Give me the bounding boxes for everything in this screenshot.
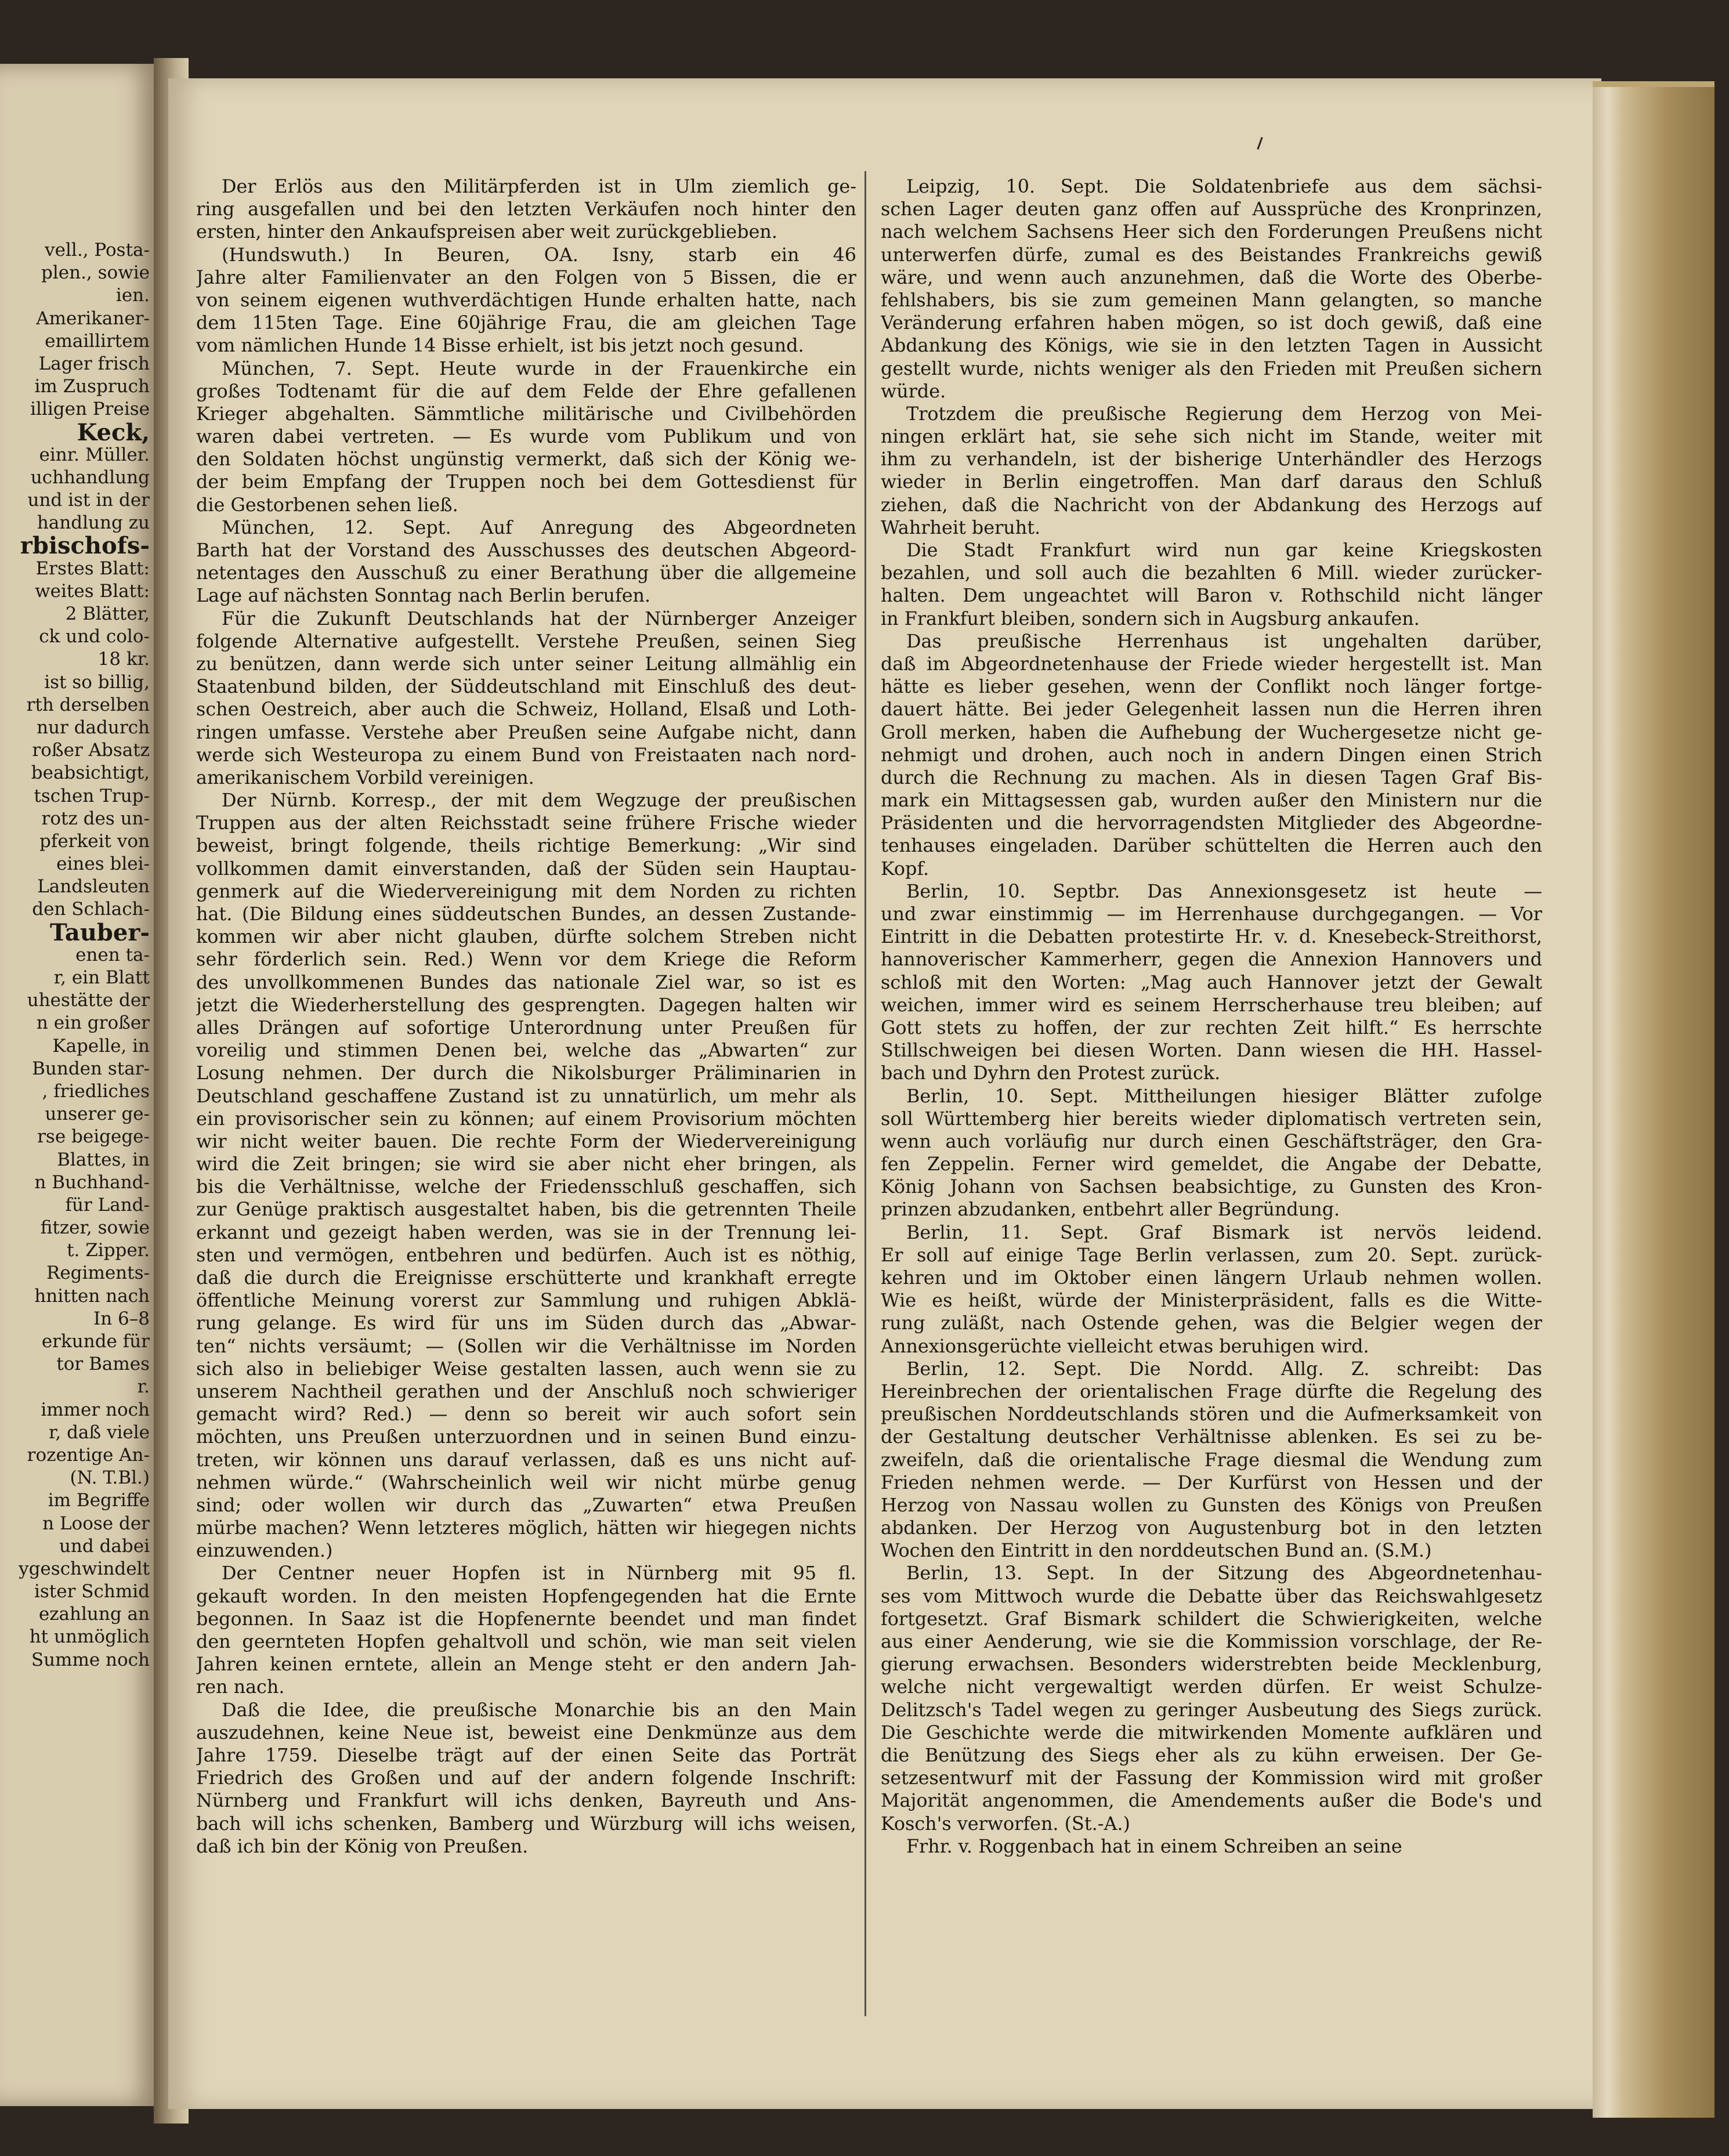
- left-page-line: unserer ge-: [45, 1104, 150, 1125]
- article-line: ihm zu verhandeln, ist der bisherige Unterhändler des Herzogs: [881, 448, 1542, 471]
- article-line: mürbe machen? Wenn letzteres möglich, hätten wir hiegegen nichts: [196, 1517, 856, 1539]
- left-page-line: Summe noch: [31, 1649, 150, 1670]
- article-line: rung gelange. Es wird für uns im Süden durch das „Abwar-: [196, 1312, 856, 1334]
- article-line: treten, wir können uns darauf verlassen, daß es uns nicht auf-: [196, 1449, 856, 1471]
- article-line: Leipzig, 10. Sept. Die Soldatenbriefe aus dem sächsi-: [906, 176, 1542, 197]
- column-divider: [864, 171, 866, 2016]
- left-page-line: plen., sowie: [41, 262, 150, 284]
- article-line: Trotzdem die preußische Regierung dem Herzog von Mei-: [906, 403, 1542, 425]
- article-line: Er soll auf einige Tage Berlin verlassen, zum 20. Sept. zurück-: [881, 1244, 1542, 1266]
- article-line: kehren und im Oktober einen längern Urlaub nehmen wollen.: [881, 1267, 1542, 1289]
- article-line: Jahre alter Familienvater an den Folgen von 5 Bissen, die er: [196, 266, 856, 288]
- article-line: Berlin, 13. Sept. In der Sitzung des Abgeordnetenhau-: [906, 1562, 1542, 1585]
- article-line: einzuwenden.): [196, 1540, 333, 1562]
- article-line: daß ich bin der König von Preußen.: [196, 1835, 529, 1857]
- left-page-line: rse beigege-: [37, 1126, 150, 1148]
- article-line: auszudehnen, keine Neue ist, beweist eine Denkmünze aus dem: [196, 1721, 856, 1743]
- article-line: ren nach.: [196, 1676, 285, 1698]
- article-line: bach will ichs schenken, Bamberg und Würzburg will ichs weisen,: [196, 1813, 856, 1835]
- left-page-line: r, ein Blatt: [53, 967, 150, 988]
- article-line: beweist, bringt folgende, theils richtige Bemerkung: „Wir sind: [196, 835, 856, 857]
- article-line: soll Württemberg hier bereits wieder diplomatisch vertreten sein,: [881, 1108, 1542, 1130]
- article-line: Daß die Idee, die preußische Monarchie bis an den Main: [222, 1699, 856, 1721]
- article-line: die Benützung des Siegs eher als zu kühn erweisen. Der Ge-: [881, 1744, 1542, 1766]
- article-line: nehmen würde.“ (Wahrscheinlich weil wir nicht mürbe genug: [196, 1471, 856, 1493]
- left-page-line: r, daß viele: [48, 1421, 150, 1443]
- article-line: Lage auf nächsten Sonntag nach Berlin berufen.: [196, 585, 651, 607]
- left-page-line: ht unmöglich: [29, 1626, 150, 1648]
- left-page-line: tschen Trup-: [34, 785, 150, 806]
- article-line: rung zuläßt, nach Ostende gehen, was die Belgier wegen der: [881, 1312, 1542, 1334]
- left-page-line: Amerikaner-: [36, 308, 150, 329]
- article-line: Truppen aus der alten Reichsstadt seine frühere Frische wieder: [196, 812, 856, 834]
- left-page-line: n ein großer: [36, 1012, 150, 1034]
- article-line: fen Zeppelin. Ferner wird gemeldet, die Angabe der Debatte,: [881, 1153, 1542, 1175]
- article-line: Berlin, 12. Sept. Die Nordd. Allg. Z. schreibt: Das: [906, 1358, 1542, 1380]
- left-page-line: emaillirtem: [45, 330, 150, 352]
- article-line: schloß mit den Worten: „Mag auch Hannover jetzt der Gewalt: [881, 971, 1542, 993]
- article-line: zur Genüge praktisch ausgestaltet haben, bis die getrennten Theile: [196, 1199, 856, 1221]
- article-line: ein provisorischer sein zu können; auf einem Provisorium möchten: [196, 1108, 856, 1130]
- article-line: bezahlen, und soll auch die bezahlten 6 Mill. wieder zurücker-: [881, 562, 1542, 584]
- article-line: gemacht wird? Red.) — denn so bereit wir auch sofort sein: [196, 1403, 856, 1426]
- article-line: von seinem eigenen wuthverdächtigen Hunde erhalten hatte, nach: [196, 289, 856, 311]
- article-line: Wahrheit beruht.: [881, 516, 1041, 538]
- article-line: abdanken. Der Herzog von Augustenburg bot in den letzten: [881, 1517, 1542, 1539]
- article-line: Berlin, 11. Sept. Graf Bismark ist nervös leidend.: [906, 1221, 1542, 1243]
- left-page-line: n Buchhand-: [34, 1171, 150, 1193]
- article-line: folgende Alternative aufgestellt. Verstehe Preußen, seinen Sieg: [196, 630, 856, 652]
- article-line: (Hundswuth.) In Beuren, OA. Isny, starb ein 46: [222, 244, 856, 266]
- left-page-line: weites Blatt:: [35, 580, 150, 602]
- article-line: Gott stets zu hoffen, der zur rechten Zeit hilft.“ Es herrschte: [881, 1016, 1542, 1039]
- article-line: den Soldaten höchst ungünstig vermerkt, daß sich der König we-: [196, 448, 856, 471]
- article-line: der Gestaltung deutscher Verhältnisse ablenken. Es sei zu be-: [881, 1426, 1542, 1448]
- article-line: hätte es lieber gesehen, wenn der Conflikt noch länger fortge-: [881, 676, 1542, 698]
- left-page-line: rotz des un-: [41, 808, 150, 829]
- left-page-line: r.: [137, 1376, 150, 1398]
- article-line: zweifeln, daß die orientalische Frage diesmal die Wendung zum: [881, 1449, 1542, 1471]
- left-page-line: eines blei-: [56, 853, 150, 875]
- article-line: Eintritt in die Debatten protestirte Hr. v. d. Knesebeck-Streithorst,: [881, 926, 1542, 948]
- left-page-line: rbischofs-: [20, 534, 150, 558]
- article-line: schen Oestreich, aber auch die Schweiz, Holland, Elsaß und Loth-: [196, 699, 856, 721]
- article-line: schen Lager deuten ganz offen auf Aussprüche des Kronprinzen,: [881, 198, 1542, 220]
- article-line: wird die Zeit bringen; sie wird sie aber nicht eher bringen, als: [196, 1153, 856, 1175]
- article-line: aus einer Aenderung, wie sie die Kommission vorschlage, der Re-: [881, 1631, 1542, 1652]
- left-page-line: Lager frisch: [38, 353, 150, 374]
- article-line: die Gestorbenen sehen ließ.: [196, 494, 458, 516]
- article-line: amerikanischem Vorbild vereinigen.: [196, 766, 534, 788]
- article-line: wir nicht weiter bauen. Die rechte Form der Wiedervereinigung: [196, 1130, 856, 1152]
- left-page-line: Erstes Blatt:: [35, 558, 150, 579]
- article-line: ring ausgefallen und bei den letzten Verkäufen noch hinter den: [196, 198, 856, 220]
- article-line: erkannt und gezeigt haben werden, was sie in der Trennung lei-: [196, 1221, 856, 1243]
- left-page-line: Landsleuten: [37, 876, 150, 898]
- article-line: bis die Verhältnisse, welche der Friedensschluß geschaffen, sich: [196, 1176, 856, 1198]
- left-page-line: im Zuspruch: [34, 376, 150, 397]
- article-line: gierung erwachsen. Besonders widerstrebten beide Mecklenburg,: [881, 1654, 1542, 1676]
- article-line: sind; oder wollen wir durch das „Zuwarten“ etwa Preußen: [196, 1494, 856, 1516]
- article-line: unserem Nachtheil gerathen und der Anschluß noch schwieriger: [196, 1380, 856, 1402]
- article-line: ringen umfasse. Verstehe aber Preußen seine Aufgabe nicht, dann: [196, 721, 856, 743]
- article-line: wenn auch vorläufig nur durch einen Geschäftsträger, den Gra-: [881, 1130, 1542, 1152]
- left-page-line: t. Zipper.: [67, 1240, 150, 1261]
- article-line: Die Stadt Frankfurt wird nun gar keine Kriegskosten: [906, 540, 1542, 561]
- article-line: ningen erklärt hat, sie sehe sich nicht im Stande, weiter mit: [881, 426, 1542, 448]
- article-line: Barth hat der Vorstand des Ausschusses des deutschen Abgeord-: [196, 540, 856, 561]
- article-line: vom nämlichen Hunde 14 Bisse erhielt, ist bis jetzt noch gesund.: [196, 335, 804, 357]
- article-line: Kosch's verworfen. (St.-A.): [881, 1813, 1130, 1835]
- article-line: der beim Empfang der Truppen noch bei dem Gottesdienst für: [196, 471, 856, 493]
- book-cover-edge: [1593, 81, 1714, 2118]
- article-line: zu benützen, dann werde sich unter seiner Leitung allmählig ein: [196, 653, 856, 675]
- article-line: kommen wir aber nicht glauben, dürfte solchem Streben nicht: [196, 926, 856, 948]
- left-page-line: Keck,: [77, 421, 150, 444]
- article-line: möchten, uns Preußen unterzuordnen und in seinen Bund einzu-: [196, 1426, 856, 1448]
- article-line: öffentliche Meinung vorerst zur Sammlung und ruhigen Abklä-: [196, 1290, 856, 1312]
- article-line: in Frankfurt bleiben, sondern sich in Augsburg ankaufen.: [881, 607, 1420, 630]
- article-line: hat. (Die Bildung eines süddeutschen Bundes, an dessen Zustande-: [196, 903, 856, 925]
- left-page-line: Bunden star-: [32, 1058, 150, 1079]
- article-line: ten“ nichts versäumt; — (Sollen wir die Verhältnisse im Norden: [196, 1335, 856, 1357]
- article-line: voreilig und stimmen Denen bei, welche das „Abwarten“ zur: [196, 1040, 856, 1062]
- article-line: wäre, und wenn auch anzunehmen, daß die Worte des Oberbe-: [881, 266, 1542, 288]
- article-line: alles Drängen auf sofortige Unterordnung unter Preußen für: [196, 1016, 856, 1039]
- article-line: Nürnberg und Frankfurt will ichs denken, Bayreuth und Ans-: [196, 1790, 856, 1812]
- article-line: Der Erlös aus den Militärpferden ist in Ulm ziemlich ge-: [222, 176, 856, 197]
- left-page-line: immer noch: [41, 1399, 150, 1420]
- article-line: Jahren keinen erntete, allein an Menge steht er den andern Jah-: [196, 1654, 856, 1676]
- article-line: Delitzsch's Tadel wegen zu geringer Ausbeutung des Siegs zurück.: [881, 1699, 1542, 1721]
- article-line: sten und vermögen, entbehren und bedürfen. Auch ist es nöthig,: [196, 1244, 856, 1266]
- article-line: Berlin, 10. Sept. Mittheilungen hiesiger Blätter zufolge: [906, 1085, 1542, 1107]
- left-page-line: vell., Posta-: [45, 240, 150, 261]
- left-page-line: ien.: [115, 285, 150, 306]
- article-line: ersten, hinter den Ankaufspreisen aber weit zurückgeblieben.: [196, 221, 777, 243]
- left-page-line: und dabei: [59, 1535, 150, 1557]
- article-line: hannoverischer Kammerherr, gegen die Annexion Hannovers und: [881, 949, 1542, 971]
- left-page-line: und ist in der: [27, 490, 150, 511]
- left-page-line: illigen Preise: [30, 399, 150, 420]
- left-page-line: Kapelle, in: [52, 1035, 150, 1057]
- article-line: und zwar einstimmig — im Herrenhause durchgegangen. — Vor: [881, 903, 1542, 925]
- article-line: den geernteten Hopfen gehaltvoll und schön, wie man seit vielen: [196, 1631, 856, 1652]
- left-page: [0, 64, 160, 2106]
- article-line: Herzog von Nassau wollen zu Gunsten des Königs von Preußen: [881, 1494, 1542, 1516]
- article-line: halten. Dem ungeachtet will Baron v. Rothschild nicht länger: [881, 585, 1542, 607]
- left-page-line: ist so billig,: [44, 671, 150, 693]
- article-line: fortgesetzt. Graf Bismark schildert die Schwierigkeiten, welche: [881, 1608, 1542, 1630]
- left-page-line: den Schlach-: [32, 899, 150, 920]
- article-line: durch die Rechnung zu machen. Als in diesen Tagen Graf Bis-: [881, 766, 1542, 788]
- article-line: nehmigt und drohen, auch noch in andern Dingen einen Strich: [881, 744, 1542, 766]
- left-page-line: uchhandlung: [30, 466, 150, 488]
- left-page-line: ezahlung an: [38, 1604, 150, 1625]
- left-page-line: 18 kr.: [97, 649, 150, 670]
- article-line: genmerk auf die Wiedervereinigung mit dem Norden zu richten: [196, 880, 856, 902]
- article-line: Groll merken, haben die Aufhebung der Wuchergesetze nicht ge-: [881, 721, 1542, 743]
- article-line: mark ein Mittagsessen gab, wurden außer den Ministern nur die: [881, 790, 1542, 812]
- article-line: Hereinbrechen der orientalischen Frage dürfte die Regelung des: [881, 1380, 1542, 1402]
- article-line: Kopf.: [881, 858, 929, 880]
- article-line: gekauft worden. In den meisten Hopfengegenden hat die Ernte: [196, 1585, 856, 1607]
- left-page-line: nur dadurch: [37, 717, 150, 738]
- article-line: ziehen, daß die Nachricht von der Abdankung des Herzogs auf: [881, 494, 1542, 516]
- left-page-line: Blattes, in: [57, 1149, 150, 1170]
- article-line: sich also in beliebiger Weise gestalten lassen, auch wenn sie zu: [196, 1358, 856, 1380]
- article-line: setzesentwurf mit der Fassung der Kommission wird mit großer: [881, 1767, 1542, 1789]
- article-line: dem 115ten Tage. Eine 60jährige Frau, die am gleichen Tage: [196, 312, 856, 334]
- article-line: Stillschweigen bei diesen Worten. Dann wiesen die HH. Hassel-: [881, 1040, 1542, 1062]
- left-page-line: enen ta-: [75, 944, 150, 965]
- article-line: daß die durch die Ereignisse erschütterte und krankhaft erregte: [196, 1267, 856, 1289]
- article-line: jetzt die Wiederherstellung des gesprengten. Dagegen halten wir: [196, 994, 856, 1016]
- article-line: gestellt wurde, nichts weniger als den Frieden mit Preußen sichern: [881, 357, 1542, 379]
- article-line: Für die Zukunft Deutschlands hat der Nürnberger Anzeiger: [222, 607, 856, 630]
- left-page-line: hnitten nach: [34, 1285, 150, 1307]
- left-page-line: erkunde für: [41, 1331, 150, 1352]
- article-line: bach und Dyhrn den Protest zurück.: [881, 1062, 1221, 1084]
- article-line: des unvollkommenen Bundes das nationale Ziel war, so ist es: [196, 971, 856, 993]
- article-line: würde.: [881, 380, 946, 402]
- left-page-line: für Land-: [65, 1194, 150, 1216]
- left-page-line: ygeschwindelt: [19, 1558, 150, 1579]
- left-page-line: im Begriffe: [48, 1490, 150, 1511]
- article-line: König Johann von Sachsen beabsichtige, zu Gunsten des Kron-: [881, 1176, 1542, 1198]
- article-line: wieder in Berlin eingetroffen. Man darf daraus den Schluß: [881, 471, 1542, 493]
- left-page-line: tor Bames: [56, 1354, 150, 1375]
- article-line: Frieden nehmen werde. — Der Kurfürst von Hessen und der: [881, 1471, 1542, 1493]
- article-line: großes Todtenamt für die auf dem Felde der Ehre gefallenen: [196, 380, 856, 402]
- article-line: Der Nürnb. Korresp., der mit dem Wegzuge der preußischen: [222, 790, 856, 812]
- article-line: daß im Abgeordnetenhause der Friede wieder hergestellt ist. Man: [881, 653, 1542, 675]
- article-line: Staatenbund bilden, der Süddeutschland mit Einschluß des deut-: [196, 676, 856, 698]
- left-page-line: Tauber-: [49, 921, 150, 944]
- left-page-line: roßer Absatz: [32, 740, 150, 761]
- article-line: welche nicht vergewaltigt werden dürfen. Er weist Schulze-: [881, 1676, 1542, 1698]
- left-page-column: [0, 239, 150, 1672]
- article-line: Deutschland geschaffene Zustand ist zu unnatürlich, um mehr als: [196, 1085, 856, 1107]
- article-line: begonnen. In Saaz ist die Hopfenernte beendet und man findet: [196, 1608, 856, 1630]
- article-line: Majorität angenommen, die Amendements außer die Bode's und: [881, 1790, 1542, 1812]
- left-page-line: ck und colo-: [39, 626, 150, 647]
- article-line: waren dabei vertreten. — Es wurde vom Publikum und von: [196, 426, 856, 448]
- left-page-line: 2 Blätter,: [65, 603, 150, 624]
- article-line: werde sich Westeuropa zu einem Bund von Freistaaten nach nord-: [196, 744, 856, 766]
- left-page-line: (N. T.Bl.): [70, 1467, 150, 1489]
- left-page-line: In 6–8: [93, 1308, 150, 1329]
- article-line: preußischen Norddeutschlands stören und die Aufmerksamkeit von: [881, 1403, 1542, 1426]
- article-line: München, 7. Sept. Heute wurde in der Frauenkirche ein: [222, 357, 856, 379]
- article-line: Abdankung des Königs, wie sie in den letzten Tagen in Aussicht: [881, 335, 1542, 357]
- article-line: Wochen den Eintritt in den norddeutschen Bund an. (S.M.): [881, 1540, 1432, 1562]
- article-line: Veränderung erfahren haben mögen, so ist doch gewiß, daß eine: [881, 312, 1542, 334]
- left-page-line: pferkeit von: [39, 830, 150, 852]
- left-page-line: rth derselben: [26, 694, 150, 715]
- article-line: dauert hätte. Bei jeder Gelegenheit lassen nun die Herren ihren: [881, 699, 1542, 721]
- left-page-line: handlung zu: [37, 512, 150, 534]
- article-column-right: [881, 175, 1542, 1858]
- article-line: München, 12. Sept. Auf Anregung des Abgeordneten: [222, 516, 856, 538]
- left-page-line: ister Schmid: [34, 1581, 150, 1602]
- left-page-line: n Loose der: [42, 1513, 150, 1534]
- article-line: vollkommen damit einverstanden, daß der Süden sein Hauptau-: [196, 858, 856, 880]
- left-page-line: rozentige An-: [27, 1444, 150, 1466]
- article-line: Jahre 1759. Dieselbe trägt auf der einen Seite das Porträt: [196, 1744, 856, 1766]
- left-page-line: , friedliches: [42, 1080, 150, 1102]
- article-line: nach welchem Sachsens Heer sich den Forderungen Preußens nicht: [881, 221, 1542, 243]
- article-line: ses vom Mittwoch wurde die Debatte über das Reichswahlgesetz: [881, 1585, 1542, 1607]
- left-page-line: beabsichtigt,: [31, 762, 150, 784]
- article-line: sehr förderlich sein. Red.) Wenn vor dem Kriege die Reform: [196, 949, 856, 971]
- article-line: unterwerfen dürfe, zumal es des Beistandes Frankreichs gewiß: [881, 244, 1542, 266]
- article-line: Das preußische Herrenhaus ist ungehalten darüber,: [906, 630, 1542, 652]
- article-line: Berlin, 10. Septbr. Das Annexionsgesetz ist heute —: [906, 880, 1542, 902]
- article-line: prinzen abzudanken, entbehrt aller Begründung.: [881, 1199, 1340, 1221]
- article-line: netentages den Ausschuß zu einer Berathung über die allgemeine: [196, 562, 856, 584]
- article-line: Die Geschichte werde die mitwirkenden Momente aufklären und: [881, 1721, 1542, 1743]
- article-column-left: [196, 175, 856, 1858]
- left-page-line: Regiments-: [46, 1263, 150, 1284]
- article-line: Losung nehmen. Der durch die Nikolsburger Präliminarien in: [196, 1062, 856, 1084]
- article-line: weichen, immer wird es seinem Herrscherhause treu bleiben; auf: [881, 994, 1542, 1016]
- article-line: fehlshabers, bis sie zum gemeinen Mann gelangten, so manche: [881, 289, 1542, 311]
- left-page-line: fitzer, sowie: [40, 1217, 150, 1239]
- left-page-line: uhestätte der: [27, 990, 150, 1011]
- article-line: Wie es heißt, würde der Ministerpräsident, falls es die Witte-: [881, 1290, 1542, 1312]
- article-line: Friedrich des Großen und auf der andern folgende Inschrift:: [196, 1767, 856, 1789]
- article-line: tenhauses eingeladen. Darüber schüttelten die Herren auch den: [881, 835, 1542, 857]
- left-page-line: einr. Müller.: [39, 444, 150, 465]
- article-line: Der Centner neuer Hopfen ist in Nürnberg mit 95 fl.: [222, 1562, 856, 1585]
- article-line: Präsidenten und die hervorragendsten Mitglieder des Abgeordne-: [881, 812, 1542, 834]
- article-line: Krieger abgehalten. Sämmtliche militärische und Civilbehörden: [196, 403, 856, 425]
- article-line: Annexionsgerüchte vielleicht etwas beruhigen wird.: [881, 1335, 1369, 1357]
- article-line: Frhr. v. Roggenbach hat in einem Schreiben an seine: [906, 1835, 1402, 1857]
